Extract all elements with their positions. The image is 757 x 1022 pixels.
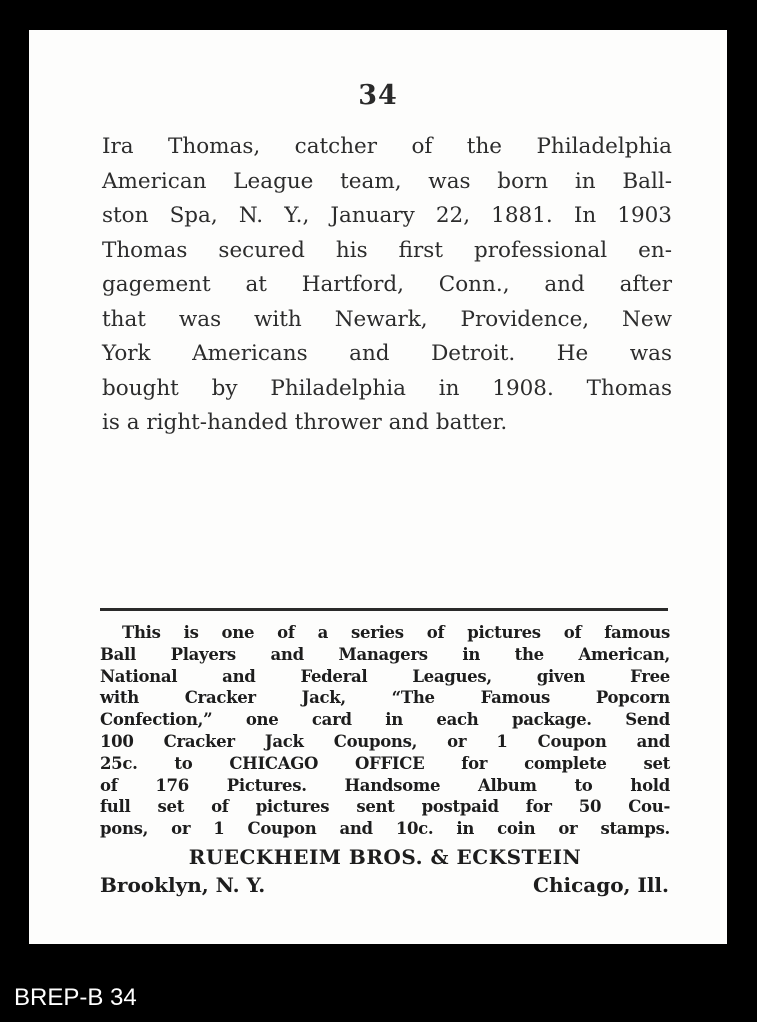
bio-line: American League team, was born in Ball- — [102, 168, 672, 194]
bio-line: ston Spa, N. Y., January 22, 1881. In 1903 — [102, 203, 672, 228]
promo-line: National and Federal Leagues, given Free — [100, 666, 670, 686]
promo-line: of 176 Pictures. Handsome Album to hold — [100, 775, 670, 795]
bio-line: gagement at Hartford, Conn., and after — [102, 272, 672, 297]
promo-line: with Cracker Jack, “The Famous Popcorn — [100, 688, 670, 708]
promo-line: This is one of a series of pictures of famous — [122, 623, 670, 642]
divider-rule — [100, 608, 668, 611]
city-brooklyn: Brooklyn, N. Y. — [100, 873, 266, 897]
promo-line: Confection,” one card in each package. Send — [100, 710, 670, 730]
card-number: 34 — [358, 80, 398, 111]
promo-line: 100 Cracker Jack Coupons, or 1 Coupon and — [100, 731, 670, 751]
promo-line: full set of pictures sent postpaid for 50 Cou- — [100, 797, 670, 817]
bio-line: is a right-handed thrower and batter. — [102, 410, 508, 435]
player-biography — [102, 130, 672, 441]
city-chicago: Chicago, Ill. — [533, 873, 669, 897]
bio-line: Ira Thomas, catcher of the Philadelphia — [102, 134, 672, 159]
promo-line: 25c. to CHICAGO OFFICE for complete set — [100, 753, 670, 773]
card-back — [29, 30, 727, 944]
publisher-name: RUECKHEIM BROS. & ECKSTEIN — [188, 845, 582, 869]
bio-line: bought by Philadelphia in 1908. Thomas — [102, 375, 672, 401]
bio-line: Thomas secured his first professional en- — [102, 237, 672, 263]
promo-line: pons, or 1 Coupon and 10c. in coin or stamps. — [100, 819, 670, 839]
promo-text — [100, 622, 670, 840]
promo-line: Ball Players and Managers in the American, — [100, 644, 670, 664]
caption-label: BREP-B 34 — [14, 984, 137, 1011]
bio-line: York Americans and Detroit. He was — [102, 341, 672, 366]
bio-line: that was with Newark, Providence, New — [102, 306, 672, 332]
caption-bar — [0, 972, 757, 1022]
